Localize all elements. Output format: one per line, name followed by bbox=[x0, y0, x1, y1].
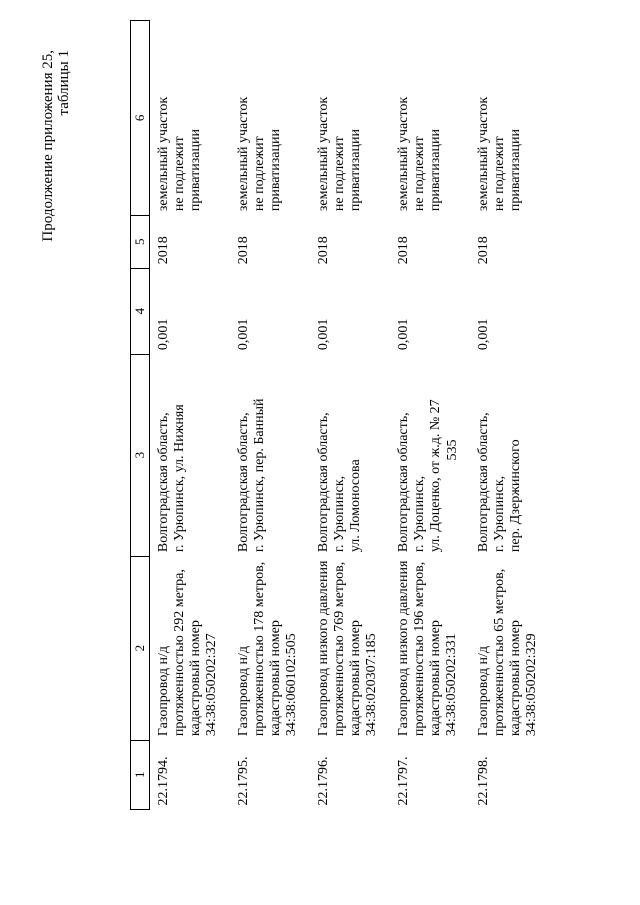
table-row bbox=[470, 21, 550, 810]
year-value: 2018 bbox=[316, 236, 331, 265]
column-header-4: 4 bbox=[131, 268, 150, 354]
page-number: 535 bbox=[445, 439, 460, 461]
year-value: 2018 bbox=[476, 236, 491, 265]
note-text bbox=[470, 21, 550, 216]
note-line: не подлежит bbox=[172, 136, 187, 212]
address-line: г. Урюпинск, ул. Нижняя bbox=[172, 404, 187, 553]
description-line: протяженностью 769 метров, bbox=[332, 561, 347, 737]
column-header-2: 2 bbox=[131, 556, 150, 740]
object-description bbox=[230, 556, 310, 740]
note-line: земельный участок bbox=[316, 96, 331, 212]
object-description bbox=[310, 556, 390, 740]
description-line: кадастровый номер bbox=[268, 620, 283, 737]
column-header-5: 5 bbox=[131, 215, 150, 268]
description-line: 34:38:050202:327 bbox=[204, 633, 219, 737]
object-address bbox=[310, 354, 390, 556]
note-text bbox=[310, 21, 390, 216]
note-line: не подлежит bbox=[412, 136, 427, 212]
description-line: протяженностью 65 метров, bbox=[492, 568, 507, 737]
table-row bbox=[390, 21, 470, 810]
area-value: 0,001 bbox=[156, 318, 171, 351]
description-line: Газопровод н/д bbox=[476, 645, 491, 737]
address-line: Волгоградская область, bbox=[476, 412, 491, 553]
object-description bbox=[470, 556, 550, 740]
note-line: земельный участок bbox=[236, 96, 251, 212]
column-header-6: 6 bbox=[131, 21, 150, 216]
note-text bbox=[230, 21, 310, 216]
area-value: 0,001 bbox=[476, 318, 491, 351]
note-line: приватизации bbox=[348, 129, 363, 212]
description-line: Газопровод низкого давления bbox=[396, 560, 411, 737]
table-row bbox=[150, 21, 231, 810]
description-line: Газопровод н/д bbox=[156, 645, 171, 737]
continuation-line-1: Продолжение приложения 25, bbox=[40, 50, 56, 242]
description-line: Газопровод низкого давления bbox=[316, 560, 331, 737]
description-line: 34:38:050202:331 bbox=[444, 633, 459, 737]
description-line: кадастровый номер bbox=[348, 620, 363, 737]
description-line: кадастровый номер bbox=[188, 620, 203, 737]
note-line: земельный участок bbox=[476, 96, 491, 212]
description-line: протяженностью 196 метров, bbox=[412, 561, 427, 737]
area-value: 0,001 bbox=[396, 318, 411, 351]
year-value: 2018 bbox=[156, 236, 171, 265]
year-value: 2018 bbox=[396, 236, 411, 265]
note-text bbox=[390, 21, 470, 216]
continuation-line-2: таблицы 1 bbox=[56, 50, 72, 116]
note-text bbox=[150, 21, 231, 216]
area-value: 0,001 bbox=[236, 318, 251, 351]
object-address bbox=[470, 354, 550, 556]
table-row bbox=[310, 21, 390, 810]
note-line: приватизации bbox=[428, 129, 443, 212]
row-number: 22.1798. bbox=[476, 756, 491, 806]
description-line: 34:38:020307:185 bbox=[364, 633, 379, 737]
description-line: протяженностью 178 метров, bbox=[252, 561, 267, 737]
note-line: приватизации bbox=[268, 129, 283, 212]
address-line: г. Урюпинск, bbox=[412, 475, 427, 553]
object-description bbox=[390, 556, 470, 740]
row-number: 22.1797. bbox=[396, 756, 411, 806]
note-line: не подлежит bbox=[492, 136, 507, 212]
note-line: не подлежит bbox=[252, 136, 267, 212]
object-address bbox=[390, 354, 470, 556]
description-line: 34:38:050202:329 bbox=[524, 633, 539, 737]
address-line: г. Урюпинск, bbox=[492, 475, 507, 553]
note-line: приватизации bbox=[188, 129, 203, 212]
address-line: Волгоградская область, bbox=[316, 412, 331, 553]
row-number: 22.1794. bbox=[156, 756, 171, 806]
description-line: кадастровый номер bbox=[428, 620, 443, 737]
column-header-1: 1 bbox=[131, 740, 150, 809]
address-line: пер. Дзержинского bbox=[508, 439, 523, 553]
note-line: не подлежит bbox=[332, 136, 347, 212]
row-number: 22.1795. bbox=[236, 756, 251, 806]
address-line: Волгоградская область, bbox=[396, 412, 411, 553]
address-line: Волгоградская область, bbox=[236, 412, 251, 553]
description-line: 34:38:060102:505 bbox=[284, 633, 299, 737]
object-description bbox=[150, 556, 231, 740]
description-line: протяженностью 292 метра, bbox=[172, 569, 187, 737]
description-line: Газопровод н/д bbox=[236, 645, 251, 737]
property-table bbox=[130, 20, 550, 810]
table-header-row bbox=[131, 21, 150, 810]
description-line: кадастровый номер bbox=[508, 620, 523, 737]
note-line: приватизации bbox=[508, 129, 523, 212]
note-line: земельный участок bbox=[396, 96, 411, 212]
address-line: ул. Ломоносова bbox=[348, 459, 363, 553]
address-line: г. Урюпинск, bbox=[332, 475, 347, 553]
continuation-note bbox=[40, 50, 72, 242]
object-address bbox=[150, 354, 231, 556]
object-address bbox=[230, 354, 310, 556]
note-line: земельный участок bbox=[156, 96, 171, 212]
row-number: 22.1796. bbox=[316, 756, 331, 806]
address-line: ул. Доценко, от ж.д. № 27 bbox=[428, 399, 443, 553]
year-value: 2018 bbox=[236, 236, 251, 265]
column-header-3: 3 bbox=[131, 354, 150, 556]
address-line: Волгоградская область, bbox=[156, 412, 171, 553]
table-row bbox=[230, 21, 310, 810]
area-value: 0,001 bbox=[316, 318, 331, 351]
address-line: г. Урюпинск, пер. Банный bbox=[252, 398, 267, 553]
